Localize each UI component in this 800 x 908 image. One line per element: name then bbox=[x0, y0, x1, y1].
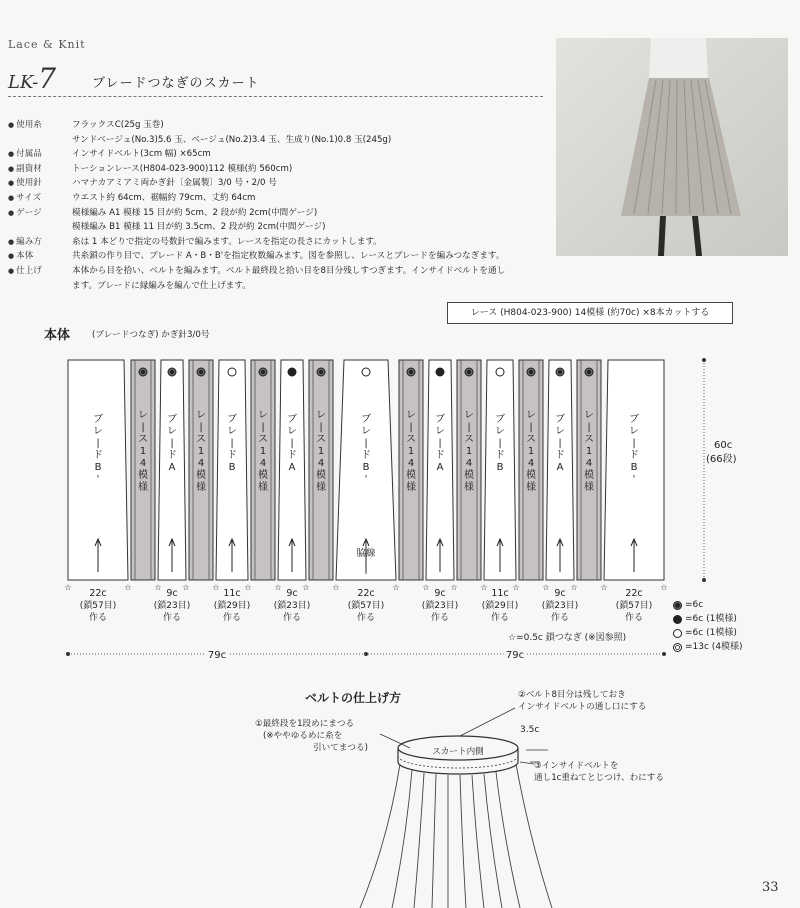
belt-note-2-line: ②ベルト8目分は残しておき bbox=[518, 690, 626, 700]
belt-note-3-line: 通し1c重ねてとじつけ、わにする bbox=[534, 773, 664, 783]
height-label: 60c bbox=[714, 440, 733, 451]
strip-label: ブレ|ド A bbox=[167, 414, 177, 473]
strip-label: ブレ|ド A bbox=[287, 414, 297, 473]
spec-value: ます。ブレードに縁編みを編んで仕上げます。 bbox=[72, 280, 251, 291]
star-icon: ☆ bbox=[660, 583, 668, 592]
strip-width: 9c bbox=[286, 588, 298, 599]
strip-width: 9c bbox=[554, 588, 566, 599]
spec-label-text: 使用糸 bbox=[16, 120, 42, 130]
star-icon: ☆ bbox=[480, 583, 488, 592]
strip-make: 作る bbox=[490, 613, 510, 623]
legend-text: =6c bbox=[685, 600, 704, 610]
inner-dot bbox=[261, 370, 265, 374]
strip-width: 22c bbox=[89, 588, 107, 599]
spec-label-text: 編み方 bbox=[16, 236, 42, 247]
strip-make: 作る bbox=[88, 613, 108, 623]
spec-value: 本体から目を拾い、ベルトを編みます。ベルト最終段と拾い目を8目分残しすつぎます。インサイドベルトを通し bbox=[72, 265, 506, 276]
dim-end-dot bbox=[364, 652, 368, 656]
strip-width: 9c bbox=[434, 588, 446, 599]
inner-dot bbox=[319, 370, 323, 374]
mark-legend bbox=[672, 598, 743, 654]
double-circle-icon bbox=[672, 642, 683, 653]
star-icon: ☆ bbox=[154, 583, 162, 592]
strip-label: レ|ス 1 4 模様 bbox=[584, 410, 594, 493]
legend-item bbox=[672, 640, 743, 654]
star-icon: ☆ bbox=[274, 583, 282, 592]
dim-end-dot bbox=[662, 652, 666, 656]
legend-item bbox=[672, 598, 743, 612]
star-icon: ☆ bbox=[542, 583, 550, 592]
side-seam-label: 脇線 bbox=[356, 548, 376, 559]
braid-strip bbox=[216, 360, 248, 580]
title-rule bbox=[8, 96, 543, 97]
strip-label: ブレ|ド B ' bbox=[629, 414, 639, 485]
star-icon: ☆ bbox=[302, 583, 310, 592]
spec-row bbox=[8, 162, 553, 177]
half-width-left: 79c bbox=[207, 650, 227, 661]
spec-label bbox=[8, 133, 72, 148]
spec-label bbox=[8, 220, 72, 235]
height-rows: (66段) bbox=[706, 454, 737, 465]
spec-label bbox=[8, 162, 72, 177]
star-icon: ☆ bbox=[182, 583, 190, 592]
half-width-right: 79c bbox=[505, 650, 525, 661]
bullet-icon: ● bbox=[8, 193, 15, 202]
spec-label-text: 付属品 bbox=[16, 149, 42, 160]
braid-strip bbox=[546, 360, 574, 580]
spec-label-text: ゲージ bbox=[16, 207, 42, 218]
spec-value: 模様編み A1 模様 15 目が約 5cm、2 段が約 2cm(中間ゲージ) bbox=[72, 207, 318, 218]
spec-value: ハマナカアミアミ両かぎ針〔金属製〕3/0 号・2/0 号 bbox=[72, 178, 277, 189]
bullet-icon: ● bbox=[8, 208, 15, 217]
lace-strip bbox=[457, 360, 481, 580]
lace-strip bbox=[399, 360, 423, 580]
code-number: 7 bbox=[38, 62, 57, 95]
belt-note-1-line: ①最終段を1段めにまつる bbox=[255, 719, 355, 729]
spec-label-text: 副資材 bbox=[16, 163, 42, 174]
strip-label: ブレ|ド B bbox=[227, 414, 237, 473]
star-icon: ☆ bbox=[212, 583, 220, 592]
lace-strip bbox=[189, 360, 213, 580]
body-section-subtitle: (ブレードつなぎ) かぎ針3/0号 bbox=[92, 330, 210, 340]
spec-row bbox=[8, 206, 553, 221]
white-circle-icon bbox=[496, 368, 504, 376]
dark-circle-icon bbox=[672, 600, 683, 611]
braid-strip bbox=[68, 360, 128, 580]
strip-chain-count: (鎖23目) bbox=[541, 601, 579, 611]
strip-make: 作る bbox=[222, 613, 242, 623]
spec-label bbox=[8, 147, 72, 162]
black-circle-icon bbox=[672, 614, 683, 625]
strip-make: 作る bbox=[356, 613, 376, 623]
bullet-icon: ● bbox=[8, 252, 15, 261]
bullet-icon: ● bbox=[8, 121, 15, 129]
belt-stitch-line bbox=[398, 756, 518, 768]
braid-strip bbox=[604, 360, 664, 580]
legend-item bbox=[672, 612, 743, 626]
inner-dot bbox=[199, 370, 203, 374]
braid-strip bbox=[278, 360, 306, 580]
dim-end-dot bbox=[702, 578, 706, 582]
strip-label: レ|ス 1 4 模様 bbox=[138, 410, 148, 493]
white-circle-icon bbox=[362, 368, 370, 376]
inner-dot bbox=[587, 370, 591, 374]
star-icon: ☆ bbox=[570, 583, 578, 592]
lace-strip bbox=[309, 360, 333, 580]
star-icon: ☆ bbox=[332, 583, 340, 592]
spec-row bbox=[8, 191, 553, 206]
star-icon: ☆ bbox=[422, 583, 430, 592]
spec-value: フラックスC(25g 玉巻) bbox=[72, 120, 164, 130]
strip-make: 作る bbox=[282, 613, 302, 623]
skirt-inside-label: スカート内側 bbox=[432, 747, 484, 757]
bullet-icon: ● bbox=[8, 179, 15, 188]
star-icon: ☆ bbox=[600, 583, 608, 592]
belt-note-1-line: 引いてまつる) bbox=[313, 743, 368, 753]
spec-row bbox=[8, 133, 553, 148]
braid-strip bbox=[426, 360, 454, 580]
lace-cut-note: レース (H804-023-900) 14模様 (約70c) ×8本カットする bbox=[447, 302, 733, 324]
star-icon: ☆ bbox=[392, 583, 400, 592]
strip-width: 22c bbox=[625, 588, 643, 599]
lace-strip bbox=[519, 360, 543, 580]
bullet-icon: ● bbox=[8, 164, 15, 173]
braid-strip bbox=[484, 360, 516, 580]
bullet-icon: ● bbox=[8, 150, 15, 159]
strip-label: ブレ|ド B bbox=[495, 414, 505, 473]
spec-row bbox=[8, 249, 553, 264]
spec-label bbox=[8, 264, 72, 279]
inner-dot bbox=[409, 370, 413, 374]
strip-width: 11c bbox=[491, 588, 509, 599]
spec-value: サンドベージュ(No.3)5.6 玉、ベージュ(No.2)3.4 玉、生成り(No.1)0.8 玉(245g) bbox=[72, 134, 392, 145]
strip-label: レ|ス 1 4 模様 bbox=[464, 410, 474, 493]
leader-1 bbox=[380, 734, 410, 748]
strip-label: ブレ|ド A bbox=[555, 414, 565, 473]
spec-value: ウエスト約 64cm、裾幅約 79cm、丈約 64cm bbox=[72, 192, 256, 203]
body-section-title: 本体 bbox=[44, 328, 71, 343]
strip-chain-count: (鎖29目) bbox=[213, 601, 251, 611]
strip-label: ブレ|ド A bbox=[435, 414, 445, 473]
belt-diagram bbox=[330, 700, 560, 908]
belt-section-title: ベルトの仕上げ方 bbox=[305, 691, 402, 705]
inner-dot bbox=[558, 370, 562, 374]
spec-label bbox=[8, 176, 72, 191]
lace-strip bbox=[251, 360, 275, 580]
spec-label-text: 本体 bbox=[16, 251, 34, 262]
star-icon: ☆ bbox=[512, 583, 520, 592]
strip-width: 9c bbox=[166, 588, 178, 599]
star-note: ☆=0.5c 鎖つなぎ (※図参照) bbox=[508, 633, 627, 643]
strip-chain-count: (鎖57目) bbox=[79, 601, 117, 611]
star-icon: ☆ bbox=[64, 583, 72, 592]
white-circle-icon bbox=[672, 628, 683, 639]
dim-end-dot bbox=[702, 358, 706, 362]
spec-row bbox=[8, 147, 553, 162]
pattern-title: ブレードつなぎのスカート bbox=[92, 76, 260, 91]
lace-strip bbox=[131, 360, 155, 580]
star-icon: ☆ bbox=[124, 583, 132, 592]
strip-label: レ|ス 1 4 模様 bbox=[196, 410, 206, 493]
spec-label-text: 仕上げ bbox=[16, 265, 42, 276]
inner-dot bbox=[467, 370, 471, 374]
spec-label bbox=[8, 249, 72, 264]
black-circle-icon bbox=[436, 368, 444, 376]
strip-make: 作る bbox=[430, 613, 450, 623]
spec-row bbox=[8, 235, 553, 250]
inner-dot bbox=[170, 370, 174, 374]
bullet-icon: ● bbox=[8, 266, 15, 275]
strip-make: 作る bbox=[162, 613, 182, 623]
strip-label: ブレ|ド B ' bbox=[361, 414, 371, 485]
inner-dot bbox=[141, 370, 145, 374]
legend-text: =6c (1模様) bbox=[685, 614, 737, 624]
spec-label bbox=[8, 235, 72, 250]
braid-strip bbox=[336, 360, 396, 580]
strip-make: 作る bbox=[550, 613, 570, 623]
spec-label bbox=[8, 279, 72, 294]
belt-width-label: 3.5c bbox=[520, 725, 540, 735]
belt-note-2-line: インサイドベルトの通し口にする bbox=[518, 702, 647, 712]
spec-value: 共糸鎖の作り目で、ブレード A・B・B'を指定枚数編みます。図を参照し、レースとブレードを編みつなぎます。 bbox=[72, 251, 505, 262]
legend-text: =13c (4模様) bbox=[685, 642, 743, 652]
spec-row bbox=[8, 176, 553, 191]
dim-end-dot bbox=[66, 652, 70, 656]
strip-label: レ|ス 1 4 模様 bbox=[258, 410, 268, 493]
skirt-photo-graphic bbox=[556, 38, 788, 256]
strip-make: 作る bbox=[624, 613, 644, 623]
spec-label-text: サイズ bbox=[16, 192, 42, 203]
leader-2 bbox=[460, 708, 515, 736]
strip-label: ブレ|ド B ' bbox=[93, 414, 103, 485]
strip-chain-count: (鎖23目) bbox=[273, 601, 311, 611]
spec-label bbox=[8, 118, 72, 133]
spec-label-text: 使用針 bbox=[16, 178, 42, 189]
materials-specs bbox=[8, 118, 553, 293]
strip-chain-count: (鎖57目) bbox=[615, 601, 653, 611]
spec-value: 模様編み B1 模様 11 目が約 3.5cm、2 段が約 2cm(中間ゲージ) bbox=[72, 222, 326, 233]
strip-width: 22c bbox=[357, 588, 375, 599]
strip-chain-count: (鎖57目) bbox=[347, 601, 385, 611]
spec-row bbox=[8, 220, 553, 235]
legend-text: =6c (1模様) bbox=[685, 628, 737, 638]
strip-label: レ|ス 1 4 模様 bbox=[316, 410, 326, 493]
star-icon: ☆ bbox=[244, 583, 252, 592]
spec-row bbox=[8, 279, 553, 294]
page-number: 33 bbox=[762, 880, 779, 895]
strip-width: 11c bbox=[223, 588, 241, 599]
skirt-lines bbox=[360, 764, 552, 908]
inner-dot bbox=[529, 370, 533, 374]
spec-label bbox=[8, 191, 72, 206]
strip-label: レ|ス 1 4 模様 bbox=[406, 410, 416, 493]
spec-row bbox=[8, 118, 553, 133]
star-icon: ☆ bbox=[450, 583, 458, 592]
spec-value: 糸は 1 本どりで指定の号数針で編みます。レースを指定の長さにカットします。 bbox=[72, 236, 382, 247]
braid-strip bbox=[158, 360, 186, 580]
white-circle-icon bbox=[228, 368, 236, 376]
strip-chain-count: (鎖29目) bbox=[481, 601, 519, 611]
spec-label bbox=[8, 206, 72, 221]
strip-chain-count: (鎖23目) bbox=[421, 601, 459, 611]
belt-note-1-line: (※ややゆるめに糸を bbox=[263, 731, 343, 741]
spec-row bbox=[8, 264, 553, 279]
strip-label: レ|ス 1 4 模様 bbox=[526, 410, 536, 493]
spec-value: インサイドベルト(3cm 幅) ×65cm bbox=[72, 149, 211, 160]
code-prefix: LK- bbox=[8, 72, 39, 93]
legend-item bbox=[672, 626, 743, 640]
series-name: Lace & Knit bbox=[8, 38, 86, 51]
black-circle-icon bbox=[288, 368, 296, 376]
belt-note-3-line: ③インサイドベルトを bbox=[534, 761, 619, 771]
lace-strip bbox=[577, 360, 601, 580]
bullet-icon: ● bbox=[8, 237, 15, 246]
strip-chain-count: (鎖23目) bbox=[153, 601, 191, 611]
skirt-photo bbox=[556, 38, 788, 256]
spec-value: トーションレース(H804-023-900)112 模様(約 560cm) bbox=[72, 163, 293, 174]
pattern-code bbox=[8, 62, 56, 95]
